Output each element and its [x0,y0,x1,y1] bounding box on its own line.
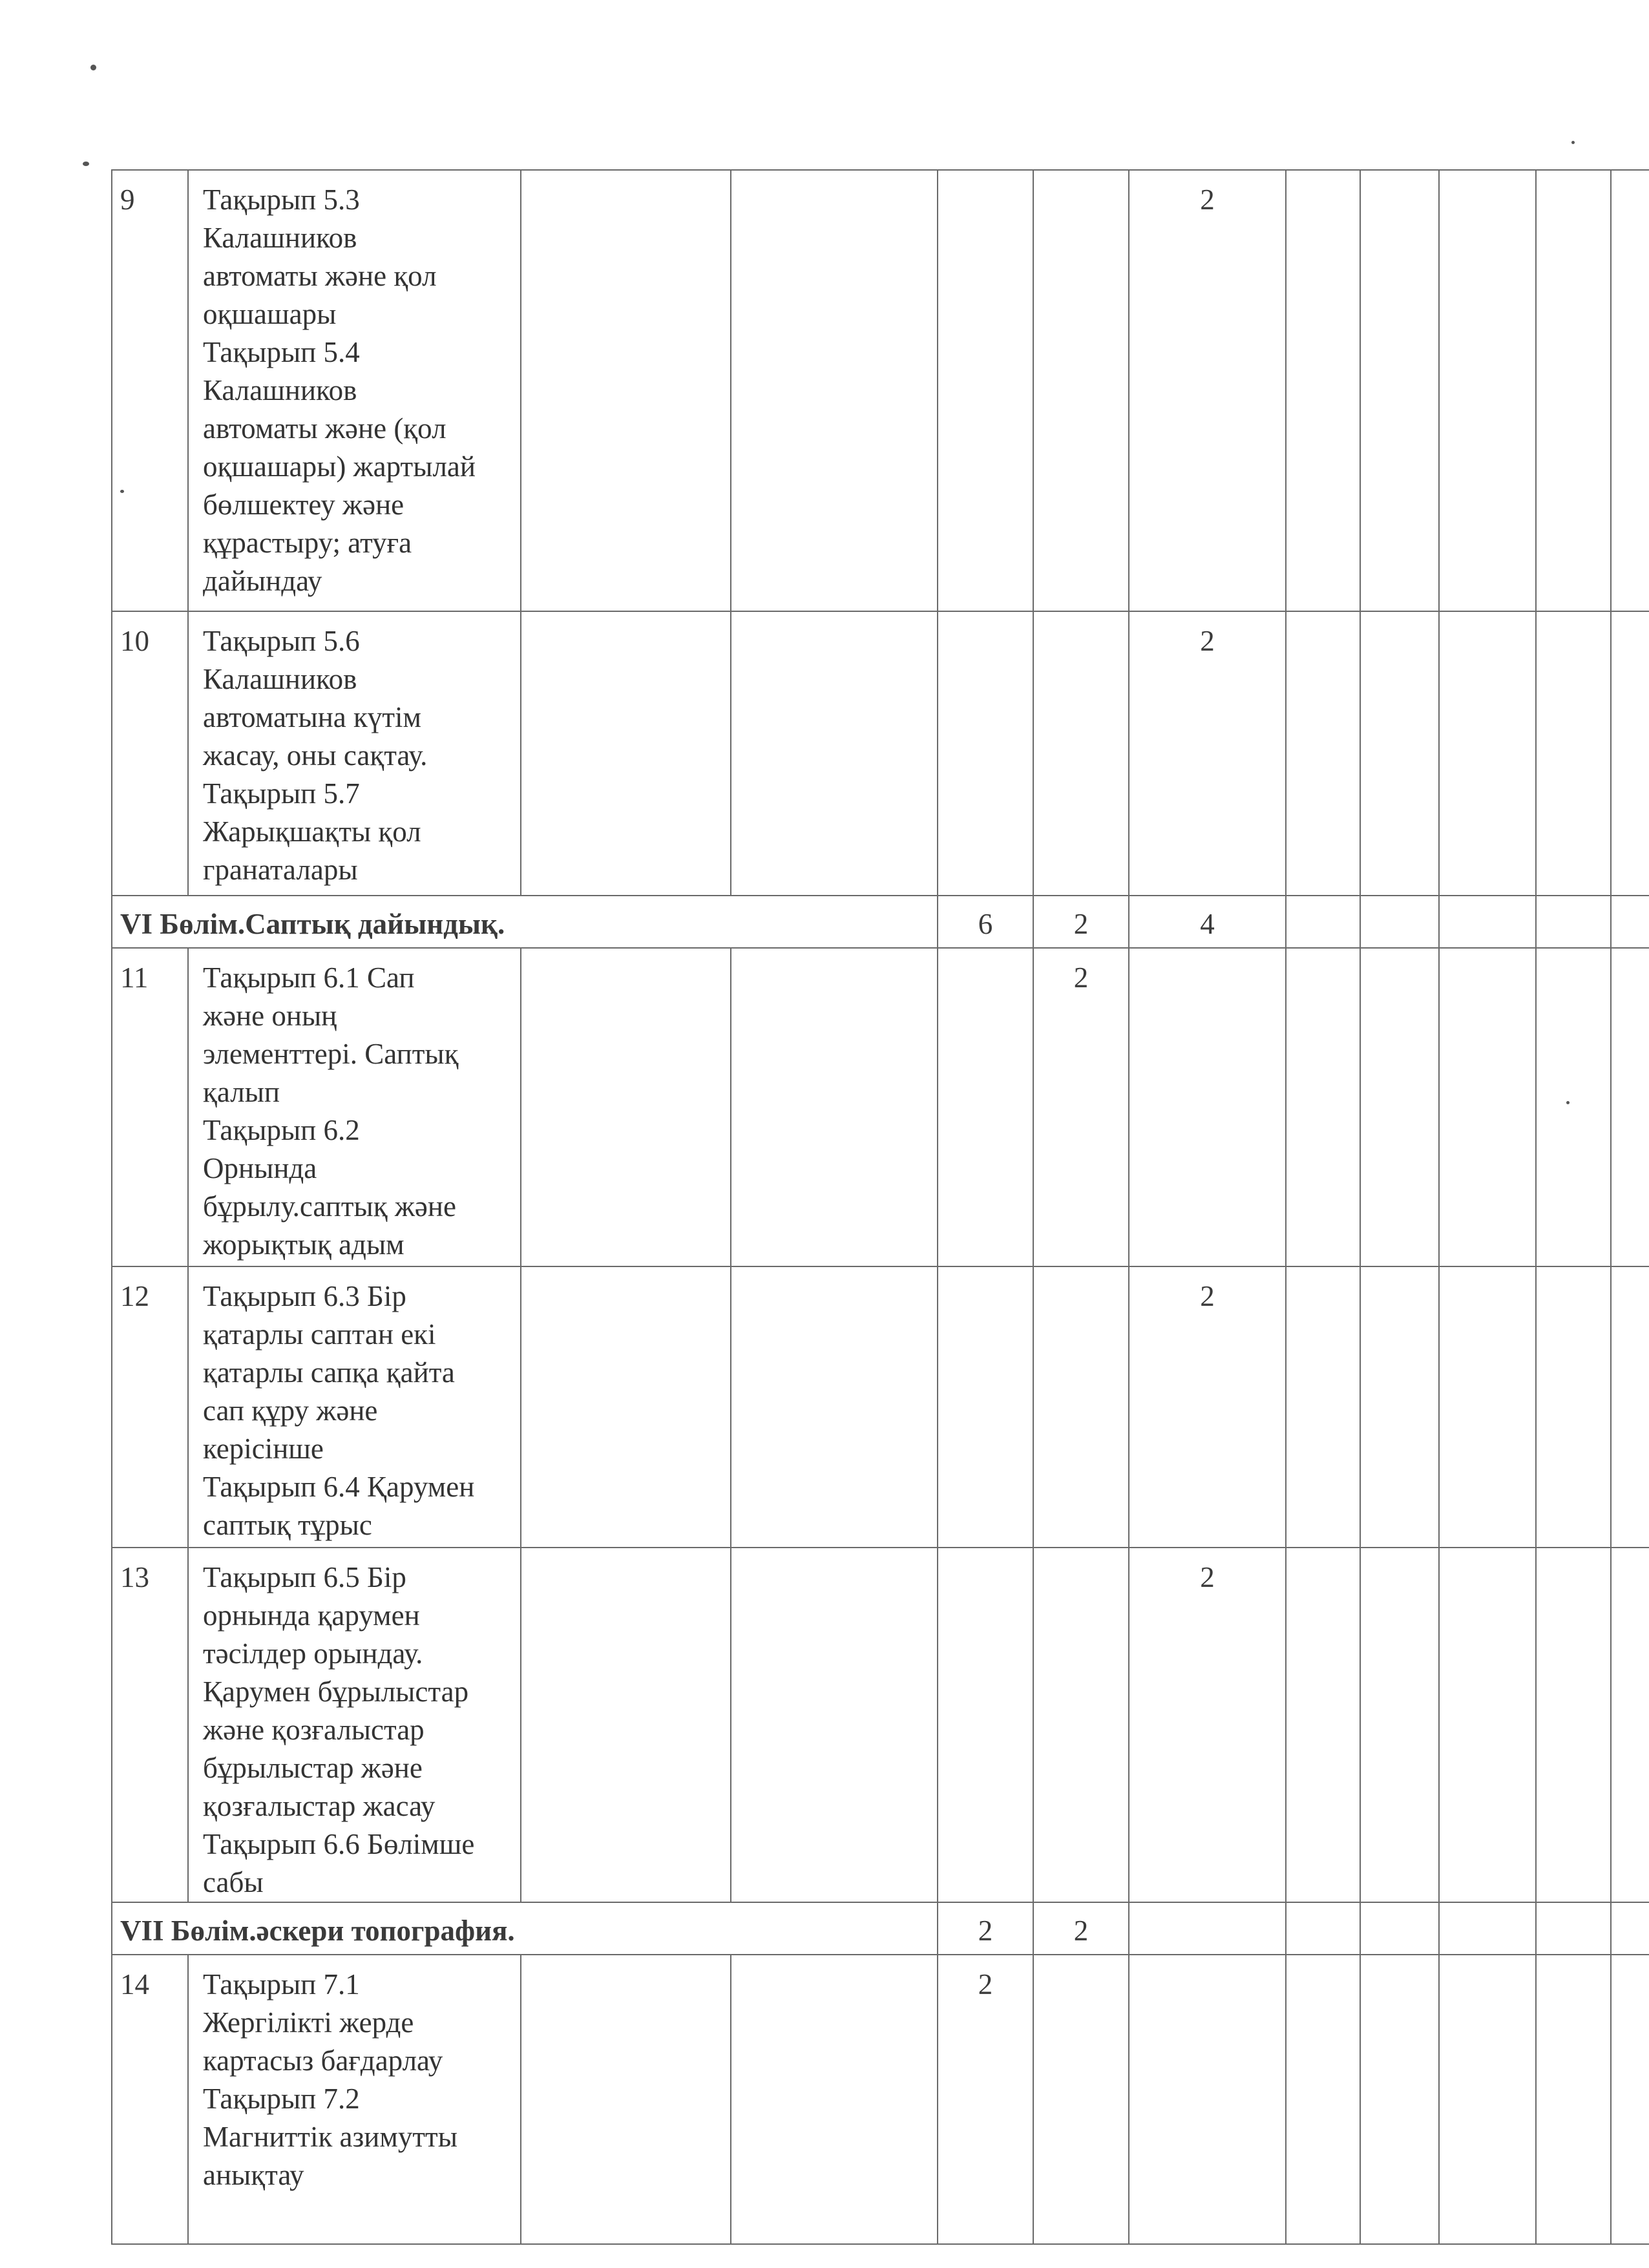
empty-cell [731,1955,938,2244]
empty-cell [521,948,731,1266]
empty-cell [1360,611,1439,896]
empty-cell [1536,611,1611,896]
topic-line: Тақырып 6.6 Бөлімше [203,1828,475,1860]
empty-cell [1536,1548,1611,1902]
topic-line: бөлшектеу және [203,488,404,521]
section-title: VI Бөлім.Саптық дайындық. [112,896,938,948]
scan-speck [90,65,96,70]
row-number: 9 [112,170,188,611]
topic-line: тәсілдер орындау. [203,1637,423,1670]
empty-cell [1286,1955,1360,2244]
empty-cell [731,1548,938,1902]
empty-cell [1611,948,1649,1266]
topic-line: оқшашары [203,298,337,330]
empty-cell [1360,896,1439,948]
empty-cell [1536,170,1611,611]
table-row [112,948,1649,1266]
topic-line: Тақырып 5.4 [203,336,360,368]
empty-cell [938,1548,1033,1902]
empty-cell [1286,170,1360,611]
section-row [112,896,1649,948]
section-hours: 2 [1033,1902,1129,1955]
empty-cell [1129,1955,1286,2244]
section-title: VII Бөлім.әскери топография. [112,1902,938,1955]
empty-cell [1439,1266,1536,1548]
section-hours: 2 [1033,896,1129,948]
topic-line: автоматы және қол [203,260,437,292]
topic-line: Қарумен бұрылыстар [203,1675,469,1708]
topic-line: қатарлы саптан екі [203,1318,436,1350]
topic-line: автоматы және (қол [203,412,446,445]
topic-line: анықтау [203,2159,304,2191]
empty-cell [1033,611,1129,896]
empty-cell [521,1266,731,1548]
topic-line: Жарықшақты қол [203,815,421,848]
empty-cell [731,170,938,611]
empty-cell [1360,1548,1439,1902]
empty-cell [1611,896,1649,948]
hours-value: 2 [1129,611,1286,896]
empty-cell [1439,948,1536,1266]
empty-cell [1129,948,1286,1266]
table-row [112,1955,1649,2244]
empty-cell [1360,948,1439,1266]
empty-cell [1611,611,1649,896]
hours-value: 2 [1129,1548,1286,1902]
topic-line: орнында қарумен [203,1599,420,1632]
empty-cell [938,611,1033,896]
topic-line: Калашников [203,663,357,695]
topic-line: бұрылу.саптық және [203,1190,456,1223]
topic-cell [188,611,521,896]
topic-line: Тақырып 5.3 [203,184,360,216]
topic-line: элементтері. Саптық [203,1038,459,1070]
row-number: 11 [112,948,188,1266]
row-number: 13 [112,1548,188,1902]
topic-cell [188,170,521,611]
topic-line: қалып [203,1076,280,1108]
empty-cell [1439,1902,1536,1955]
empty-cell [521,1955,731,2244]
row-number: 14 [112,1955,188,2244]
topic-line: Тақырып 5.7 [203,777,360,810]
hours-value: 2 [1129,170,1286,611]
hours-value: 2 [1033,948,1129,1266]
curriculum-table [111,169,1649,2245]
topic-line: сап құру және [203,1394,378,1427]
scan-speck [1571,141,1575,144]
hours-value: 2 [1129,1266,1286,1548]
empty-cell [1033,1266,1129,1548]
empty-cell [1033,1955,1129,2244]
empty-cell [731,611,938,896]
topic-line: саптық тұрыс [203,1509,372,1541]
empty-cell [1536,948,1611,1266]
empty-cell [1033,1548,1129,1902]
empty-cell [1611,1902,1649,1955]
table-row [112,1266,1649,1548]
topic-line: жорықтық адым [203,1228,404,1261]
topic-line: дайындау [203,565,322,597]
topic-cell [188,1266,521,1548]
table-row [112,611,1649,896]
section-hours: 6 [938,896,1033,948]
section-hours [1129,1902,1286,1955]
empty-cell [1536,1902,1611,1955]
topic-line: қозғалыстар жасау [203,1790,436,1822]
empty-cell [1286,1266,1360,1548]
section-hours: 2 [938,1902,1033,1955]
topic-line: Жергілікті жерде [203,2006,414,2039]
topic-cell [188,1955,521,2244]
topic-line: Тақырып 6.3 Бір [203,1280,406,1312]
topic-line: Калашников [203,374,357,406]
topic-line: Магниттік азимутты [203,2121,457,2153]
empty-cell [731,948,938,1266]
topic-line: Тақырып 6.1 Сап [203,961,415,994]
table-row [112,170,1649,611]
empty-cell [938,1266,1033,1548]
topic-line: Тақырып 5.6 [203,625,360,657]
topic-line: Орнында [203,1152,317,1184]
empty-cell [1611,1955,1649,2244]
empty-cell [1611,1266,1649,1548]
table-row [112,1548,1649,1902]
empty-cell [1611,170,1649,611]
topic-cell [188,1548,521,1902]
empty-cell [521,170,731,611]
row-number: 10 [112,611,188,896]
topic-line: сабы [203,1866,264,1898]
topic-line: және оның [203,1000,337,1032]
empty-cell [1286,948,1360,1266]
topic-line: қатарлы сапқа қайта [203,1356,455,1389]
empty-cell [1611,1548,1649,1902]
topic-line: бұрылыстар және [203,1752,423,1784]
empty-cell [521,611,731,896]
topic-line: Тақырып 6.4 Қарумен [203,1471,475,1503]
topic-line: Тақырып 7.2 [203,2083,360,2115]
section-row [112,1902,1649,1955]
section-hours: 4 [1129,896,1286,948]
empty-cell [1439,1955,1536,2244]
empty-cell [1439,1548,1536,1902]
empty-cell [1536,896,1611,948]
topic-line: гранаталары [203,854,358,886]
topic-line: Тақырып 6.2 [203,1114,360,1146]
empty-cell [1439,611,1536,896]
empty-cell [1439,896,1536,948]
empty-cell [1286,896,1360,948]
empty-cell [1536,1955,1611,2244]
empty-cell [938,948,1033,1266]
empty-cell [1033,170,1129,611]
empty-cell [521,1548,731,1902]
topic-line: оқшашары) жартылай [203,450,476,483]
topic-line: автоматына күтім [203,701,422,733]
topic-line: және қозғалыстар [203,1714,425,1746]
topic-line: құрастыру; атуға [203,527,412,559]
hours-value: 2 [938,1955,1033,2244]
row-number: 12 [112,1266,188,1548]
topic-line: керісінше [203,1433,324,1465]
empty-cell [1360,1902,1439,1955]
scan-speck [83,162,89,166]
empty-cell [1536,1266,1611,1548]
topic-line: жасау, оны сақтау. [203,739,428,772]
empty-cell [1360,1266,1439,1548]
empty-cell [1286,1548,1360,1902]
empty-cell [731,1266,938,1548]
empty-cell [1286,611,1360,896]
topic-line: Тақырып 7.1 [203,1968,360,2000]
topic-cell [188,948,521,1266]
empty-cell [1286,1902,1360,1955]
empty-cell [1360,170,1439,611]
empty-cell [1360,1955,1439,2244]
topic-line: Тақырып 6.5 Бір [203,1561,406,1593]
topic-line: картасыз бағдарлау [203,2044,443,2077]
topic-line: Калашников [203,222,357,254]
empty-cell [1439,170,1536,611]
empty-cell [938,170,1033,611]
